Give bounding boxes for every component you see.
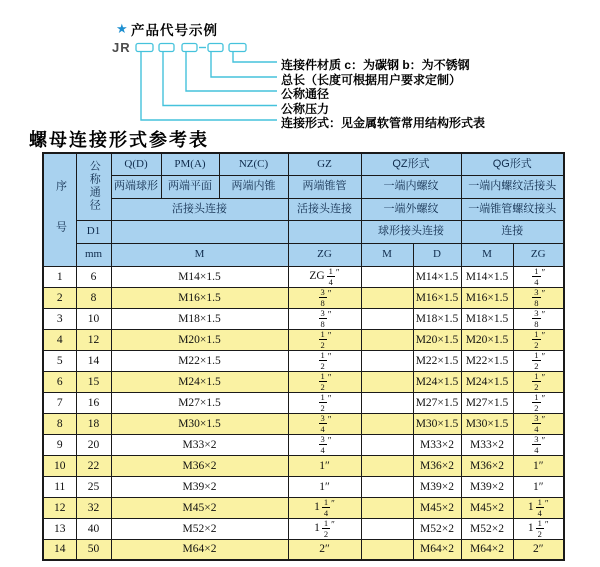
- table-cell: $\frac{3}{4}$ ″: [288, 413, 361, 434]
- table-cell: 2″: [513, 539, 564, 560]
- table-cell: 6: [76, 266, 111, 287]
- diagram-title: 产品代号示例: [131, 23, 218, 38]
- table-cell: M20×1.5: [461, 329, 513, 350]
- table-cell: 10: [76, 308, 111, 329]
- table-cell: [361, 392, 413, 413]
- table-body: [43, 266, 564, 560]
- table-row: [43, 455, 564, 476]
- header-qg-sub1: 一端内螺纹活接头: [461, 176, 564, 199]
- code-box-1: [136, 44, 153, 52]
- table-cell: M39×2: [461, 476, 513, 497]
- table-cell: M27×1.5: [111, 392, 288, 413]
- table-cell: [361, 329, 413, 350]
- connector-line-3: [186, 52, 277, 91]
- table-cell: 5: [43, 350, 76, 371]
- header-union-joint: 活接头连接: [111, 198, 288, 221]
- table-cell: 15: [76, 371, 111, 392]
- table-cell: 50: [76, 539, 111, 560]
- table-cell: M39×2: [111, 476, 288, 497]
- table-cell: M36×2: [111, 455, 288, 476]
- table-cell: M24×1.5: [111, 371, 288, 392]
- table-cell: [361, 539, 413, 560]
- table-cell: [361, 308, 413, 329]
- table-cell: 1 $\frac{1}{2}$ ″: [513, 518, 564, 539]
- table-cell: $\frac{1}{2}$ ″: [288, 371, 361, 392]
- table-row: [43, 308, 564, 329]
- table-cell: 32: [76, 497, 111, 518]
- table-cell: $\frac{3}{4}$ ″: [288, 434, 361, 455]
- table-cell: 14: [43, 539, 76, 560]
- table-cell: 40: [76, 518, 111, 539]
- table-cell: M36×2: [413, 455, 461, 476]
- table-cell: 10: [43, 455, 76, 476]
- header-q-sub: 两端球形: [111, 176, 161, 199]
- table-cell: M30×1.5: [413, 413, 461, 434]
- header-nz: NZ(C): [219, 153, 288, 176]
- table-cell: M14×1.5: [461, 266, 513, 287]
- code-label-pressure: 公称压力: [281, 101, 330, 116]
- header-gz-union: 活接头连接: [288, 198, 361, 221]
- table-title: 螺母连接形式参考表: [29, 130, 209, 151]
- connector-line-2: [211, 52, 277, 77]
- table-cell: 18: [76, 413, 111, 434]
- table-cell: [361, 287, 413, 308]
- table-cell: $\frac{1}{2}$ ″: [288, 329, 361, 350]
- table-row: [43, 350, 564, 371]
- table-cell: M33×2: [111, 434, 288, 455]
- header-zg-gz: ZG: [288, 243, 361, 266]
- table-cell: [361, 266, 413, 287]
- table-cell: $\frac{3}{4}$ ″: [513, 434, 564, 455]
- table-cell: 8: [43, 413, 76, 434]
- table-cell: M16×1.5: [461, 287, 513, 308]
- table-cell: [361, 413, 413, 434]
- header-d1: D1: [76, 221, 111, 244]
- table-cell: 25: [76, 476, 111, 497]
- header-blank-left: [111, 221, 288, 244]
- table-cell: 16: [76, 392, 111, 413]
- table-cell: $\frac{1}{2}$ ″: [513, 329, 564, 350]
- table-cell: ZG $\frac{1}{4}$ ″: [288, 266, 361, 287]
- table-cell: M45×2: [111, 497, 288, 518]
- code-box-2: [159, 44, 174, 52]
- table-cell: M52×2: [461, 518, 513, 539]
- table-cell: M30×1.5: [111, 413, 288, 434]
- table-row: [43, 518, 564, 539]
- code-box-3: [182, 44, 197, 52]
- table-cell: M52×2: [413, 518, 461, 539]
- header-mm: mm: [76, 243, 111, 266]
- table-cell: M18×1.5: [461, 308, 513, 329]
- star-icon: ★: [116, 21, 128, 36]
- table-cell: M64×2: [461, 539, 513, 560]
- connector-line-1: [233, 52, 277, 62]
- table-cell: M22×1.5: [461, 350, 513, 371]
- table-cell: 9: [43, 434, 76, 455]
- table-cell: 1: [43, 266, 76, 287]
- table-cell: M64×2: [413, 539, 461, 560]
- header-qg-m: M: [461, 243, 513, 266]
- nut-connection-table: [42, 152, 565, 561]
- table-cell: M45×2: [413, 497, 461, 518]
- header-gz: GZ: [288, 153, 361, 176]
- table-cell: 1″: [513, 455, 564, 476]
- table-row: [43, 329, 564, 350]
- header-qz-m: M: [361, 243, 413, 266]
- header-gz-sub: 两端锥管: [288, 176, 361, 199]
- table-cell: M24×1.5: [413, 371, 461, 392]
- table-cell: $\frac{3}{4}$ ″: [513, 413, 564, 434]
- table-cell: M39×2: [413, 476, 461, 497]
- table-cell: $\frac{1}{2}$ ″: [288, 350, 361, 371]
- connector-line-4: [163, 52, 277, 106]
- table-cell: $\frac{3}{8}$ ″: [513, 308, 564, 329]
- table-cell: [361, 350, 413, 371]
- table-cell: M24×1.5: [461, 371, 513, 392]
- table-cell: [361, 476, 413, 497]
- header-qz-form: QZ形式: [361, 153, 461, 176]
- table-cell: M22×1.5: [111, 350, 288, 371]
- table-cell: [361, 455, 413, 476]
- code-label-length: 总长（长度可根据用户要求定制）: [281, 72, 462, 87]
- table-row: [43, 371, 564, 392]
- product-code-prefix: JR: [112, 40, 131, 55]
- header-qz-sub2: 一端外螺纹: [361, 198, 461, 221]
- table-cell: 8: [76, 287, 111, 308]
- table-cell: 1″: [288, 476, 361, 497]
- table-cell: 6: [43, 371, 76, 392]
- header-pm: PM(A): [161, 153, 219, 176]
- table-cell: M18×1.5: [111, 308, 288, 329]
- table-cell: M52×2: [111, 518, 288, 539]
- code-box-4: [208, 44, 223, 52]
- table-cell: M18×1.5: [413, 308, 461, 329]
- table-cell: 7: [43, 392, 76, 413]
- table-cell: M16×1.5: [111, 287, 288, 308]
- table-cell: M27×1.5: [461, 392, 513, 413]
- table-cell: M33×2: [461, 434, 513, 455]
- code-label-conn-form: 连接形式：见金属软管常用结构形式表: [281, 116, 486, 130]
- table-cell: M20×1.5: [413, 329, 461, 350]
- table-cell: M20×1.5: [111, 329, 288, 350]
- table-cell: 1 $\frac{1}{2}$ ″: [288, 518, 361, 539]
- table-cell: 20: [76, 434, 111, 455]
- code-label-diameter: 公称通径: [281, 87, 330, 101]
- table-row: [43, 539, 564, 560]
- table-cell: [361, 371, 413, 392]
- header-blank-gz: [288, 221, 361, 244]
- table-cell: 1 $\frac{1}{4}$ ″: [513, 497, 564, 518]
- table-row: [43, 476, 564, 497]
- table-cell: M14×1.5: [111, 266, 288, 287]
- table-cell: [361, 434, 413, 455]
- table-row: [43, 413, 564, 434]
- table-cell: M27×1.5: [413, 392, 461, 413]
- table-cell: $\frac{3}{8}$ ″: [513, 287, 564, 308]
- header-m-span: M: [111, 243, 288, 266]
- header-nominal-diameter: 公称通径: [76, 153, 111, 221]
- table-cell: $\frac{1}{4}$ ″: [513, 266, 564, 287]
- table-cell: M14×1.5: [413, 266, 461, 287]
- table-cell: 11: [43, 476, 76, 497]
- table-row: [43, 392, 564, 413]
- header-qg-form: QG形式: [461, 153, 564, 176]
- table-cell: M64×2: [111, 539, 288, 560]
- table-cell: M16×1.5: [413, 287, 461, 308]
- header-seq: 序号: [43, 153, 76, 266]
- table-cell: [361, 518, 413, 539]
- table-cell: 14: [76, 350, 111, 371]
- table-cell: 2: [43, 287, 76, 308]
- table-cell: 2″: [288, 539, 361, 560]
- code-box-5: [229, 44, 246, 52]
- table-cell: 1″: [513, 476, 564, 497]
- header-q: Q(D): [111, 153, 161, 176]
- table-row: [43, 266, 564, 287]
- header-qg-sub2: 一端锥管螺纹接头: [461, 198, 564, 221]
- header-qz-d: D: [413, 243, 461, 266]
- table-cell: $\frac{3}{8}$ ″: [288, 308, 361, 329]
- table-cell: 1 $\frac{1}{4}$ ″: [288, 497, 361, 518]
- table-cell: 1″: [288, 455, 361, 476]
- table-cell: M36×2: [461, 455, 513, 476]
- table-cell: $\frac{1}{2}$ ″: [513, 371, 564, 392]
- table-cell: 4: [43, 329, 76, 350]
- table-cell: 12: [43, 497, 76, 518]
- table-row: [43, 434, 564, 455]
- table-cell: $\frac{3}{8}$ ″: [288, 287, 361, 308]
- table-row: [43, 497, 564, 518]
- table-cell: [361, 497, 413, 518]
- table-cell: M33×2: [413, 434, 461, 455]
- table-row: [43, 287, 564, 308]
- table-cell: 12: [76, 329, 111, 350]
- table-cell: $\frac{1}{2}$ ″: [513, 392, 564, 413]
- table-cell: 3: [43, 308, 76, 329]
- table-cell: 13: [43, 518, 76, 539]
- table-cell: M30×1.5: [461, 413, 513, 434]
- header-qz-conn: 球形接头连接: [361, 221, 461, 244]
- header-qg-conn: 连接: [461, 221, 564, 244]
- header-qg-zg: ZG: [513, 243, 564, 266]
- table-cell: 22: [76, 455, 111, 476]
- header-pm-sub: 两端平面: [161, 176, 219, 199]
- table-cell: $\frac{1}{2}$ ″: [288, 392, 361, 413]
- header-nz-sub: 两端内锥: [219, 176, 288, 199]
- table-cell: $\frac{1}{2}$ ″: [513, 350, 564, 371]
- code-label-material: 连接件材质 c：为碳钢 b：为不锈钢: [281, 57, 470, 72]
- header-qz-sub1: 一端内螺纹: [361, 176, 461, 199]
- table-cell: M45×2: [461, 497, 513, 518]
- table-cell: M22×1.5: [413, 350, 461, 371]
